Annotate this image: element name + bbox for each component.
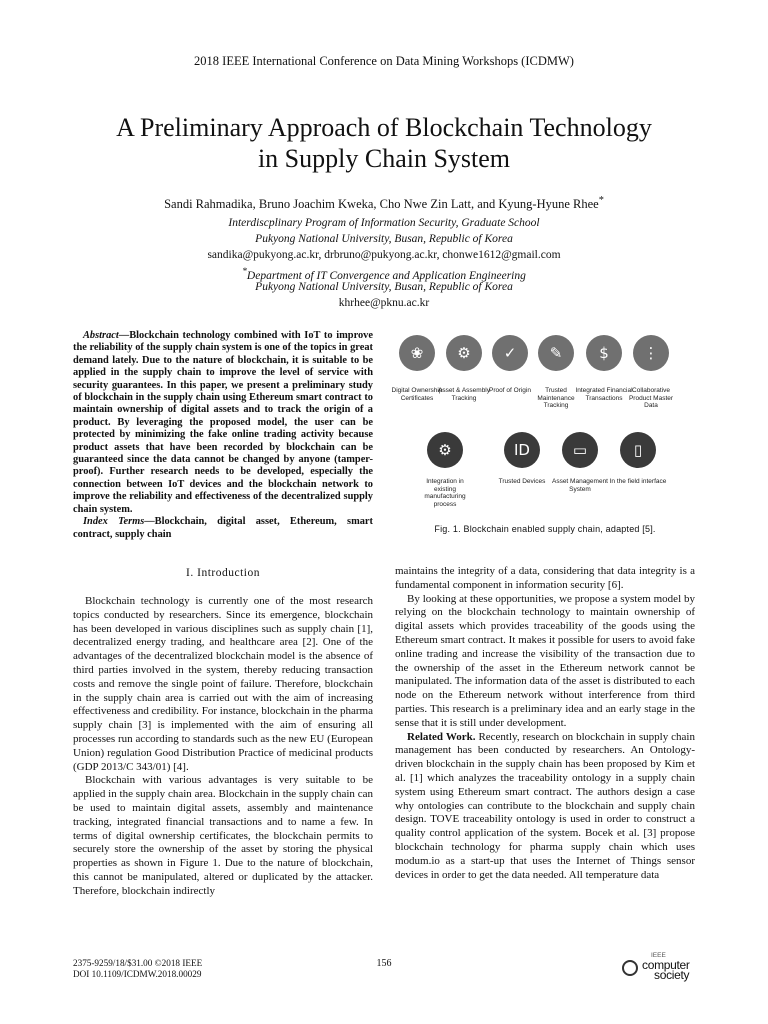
id-icon: ID [504,432,540,468]
issn-line: 2375-9259/18/$31.00 ©2018 IEEE [73,958,203,968]
finance-icon: $ [586,335,622,371]
author-list [40,195,728,212]
index-terms-label: Index Terms [83,516,145,528]
index-terms [73,516,373,541]
authors-text: Sandi Rahmadika, Bruno Joachim Kweka, Cho Nwe Zin Latt, and Kyung-Hyune Rhee [164,197,599,212]
affiliation-4: Pukyong National University, Busan, Republic of Korea [255,281,513,293]
intro-paragraph-2: Blockchain with various advantages is very suitable to be applied in the supply chain area. Blockchain in the supply chain can be used to maintain digital assets, assembly and maintenance tracking, integrated financial transactions and to name a few. In terms of digital ownership certificates, the blockchain permits to securely store the ownership of the asset by storing the physical properties as shown in Figure 1. Due to the nature of blockchain, this cannot be manipulated, altered or duplicated by the attacker. Therefore, blockchain indirectly [73,774,373,897]
related-work-label: Related Work. [407,730,476,743]
conference-header: 2018 IEEE International Conference on Data Mining Workshops (ICDMW) [194,54,574,68]
affiliation-3-text: Department of IT Convergence and Application Engineering [246,269,526,282]
affiliation-1: Interdiscplinary Program of Information Security, Graduate School [228,217,540,229]
intro-paragraph-4: By looking at these opportunities, we propose a system model by relying on the blockchain technology to maintain ownership of digital assets which provides traceability of the goods using the Ethereum smart contract. It makes it possible for users to avoid fake online trading and increase the visibility of the transaction due to the ownership of the asset in the Ethereum network cannot be manipulated. The information data of the asset is distributed to each node on the Ethereum network without interference from third parties. This research is a preliminary idea and an early stage in the sense that it is still under development. [395,592,695,729]
figure-label: Trusted Maintenance Tracking [537,387,575,409]
logo-line-1: computer [642,958,690,972]
paper-title [40,112,728,174]
figure-label: Digital Ownership Certificates [391,387,443,402]
logo-ieee-text: IEEE [651,952,666,959]
figure-caption: Fig. 1. Blockchain enabled supply chain, adapted [5]. [434,524,656,534]
figure-label: Integrated Financial Transactions [575,387,633,402]
title-line-2: in Supply Chain System [257,144,511,173]
intro-paragraph-3: maintains the integrity of a data, considering that data integrity is a fundamental component in information security [6]. [395,565,695,591]
emails-1: sandika@pukyong.ac.kr, drbruno@pukyong.ac.kr, chonwe1612@gmail.com [207,249,561,261]
figure-label: Asset Management System [551,478,608,493]
affiliation-marker: * [242,266,247,277]
figure-label: Asset & Assembly Tracking [437,387,491,402]
figure-label: Proof of Origin [489,387,531,394]
doi-line: DOI 10.1109/ICDMW.2018.00029 [73,968,202,979]
related-work-text: Recently, research on blockchain in supply chain management has been conducted by researchers. An Ontology-driven blockchain in the supply chain has been proposed by Kim et al. [1] which analyzes the traceability ontology in a supply chain system using Ethereum smart contract. The authors design a case why ontologies can contribute to the blockchain and supply chain design. TOVE traceability ontology is used in order to construct a quality control application of the system. Bocek et al. [3] propose blockchain technology for pharma supply chain which uses modum.io as a start-up that uses the Internet of Things sensor devices in order to get the data needed. All temperature data [395,730,695,881]
figure-label: Integration in existing manufacturing process [424,478,466,508]
figure-label: In the field interface [609,478,667,485]
author-marker: * [598,195,604,206]
ieee-computer-society-logo [622,952,712,984]
share-icon: ⋮ [633,335,669,371]
origin-icon: ✓ [492,335,528,371]
phone-icon: ▯ [620,432,656,468]
section-heading-introduction: I. Introduction [186,567,260,579]
title-line-1: A Preliminary Approach of Blockchain Technology [116,113,652,142]
intro-paragraph-1: Blockchain technology is currently one of the most research topics conducted by researchers. Since its emergence, blockchain has been developed in various disciplines such as supply chain [1], decentralized energy trading, and healthcare area [2]. One of the advantages of the decentralized blockchain model is the absence of third parties involved in the system, thereby reducing transaction costs and remove the single point of failure. Therefore, blockchain in the supply chain area is carried out with the aim of increasing effectiveness and credibility. For instance, blockchain in the pharma supply chain [3] is implemented with the aim of ensuring all processes run according to standards such as the new EU (European Union) regulation Good Distribution Practice of medicinal products (GDP 2013/C 343/01) [4]. [73,595,373,773]
wrench-icon: ✎ [538,335,574,371]
related-work-paragraph [395,731,695,883]
intro-right-column [395,565,695,882]
certificate-icon: ❀ [399,335,435,371]
figure-label: Trusted Devices [498,478,546,485]
figure-1 [391,330,695,510]
index-terms-text: —Blockchain, digital asset, Ethereum, smart contract, supply chain [73,516,373,540]
logo-mark-icon [622,960,638,976]
affiliation-2: Pukyong National University, Busan, Republic of Korea [255,233,513,245]
abstract-paragraph [73,330,373,516]
assembly-icon: ⚙ [446,335,482,371]
page-number: 156 [376,958,392,969]
abstract [73,330,373,541]
abstract-text: —Blockchain technology combined with IoT to improve the reliability of the supply chain system is one of the topics in great demand lately. Due to the nature of blockchain, it is suitable to be applied in the supply chain to improve the level of service with security guarantees. In this paper, we present a preliminary study of blockchain in the supply chain using Ethereum smart contract to maintain ownership of digital assets and to track the origin of a product. By leveraging the proposed model, the user can be protected by minimizing the fake online trading activity because product assets that have been recorded by blockchain can be guaranteed since the data cannot be changed by anyone (tamper-proof). Further research needs to be developed, especially the connection between IoT devices and the blockchain network to improve the reliability and effectiveness of the decentralized supply chain system. [73,330,373,515]
figure-label: Collaborative Product Master Data [628,387,674,409]
laptop-icon: ▭ [562,432,598,468]
abstract-label: Abstract [83,330,119,341]
emails-2: khrhee@pknu.ac.kr [338,297,430,309]
logo-line-2: society [654,968,690,982]
intro-left-column [73,595,373,899]
factory-icon: ⚙ [427,432,463,468]
